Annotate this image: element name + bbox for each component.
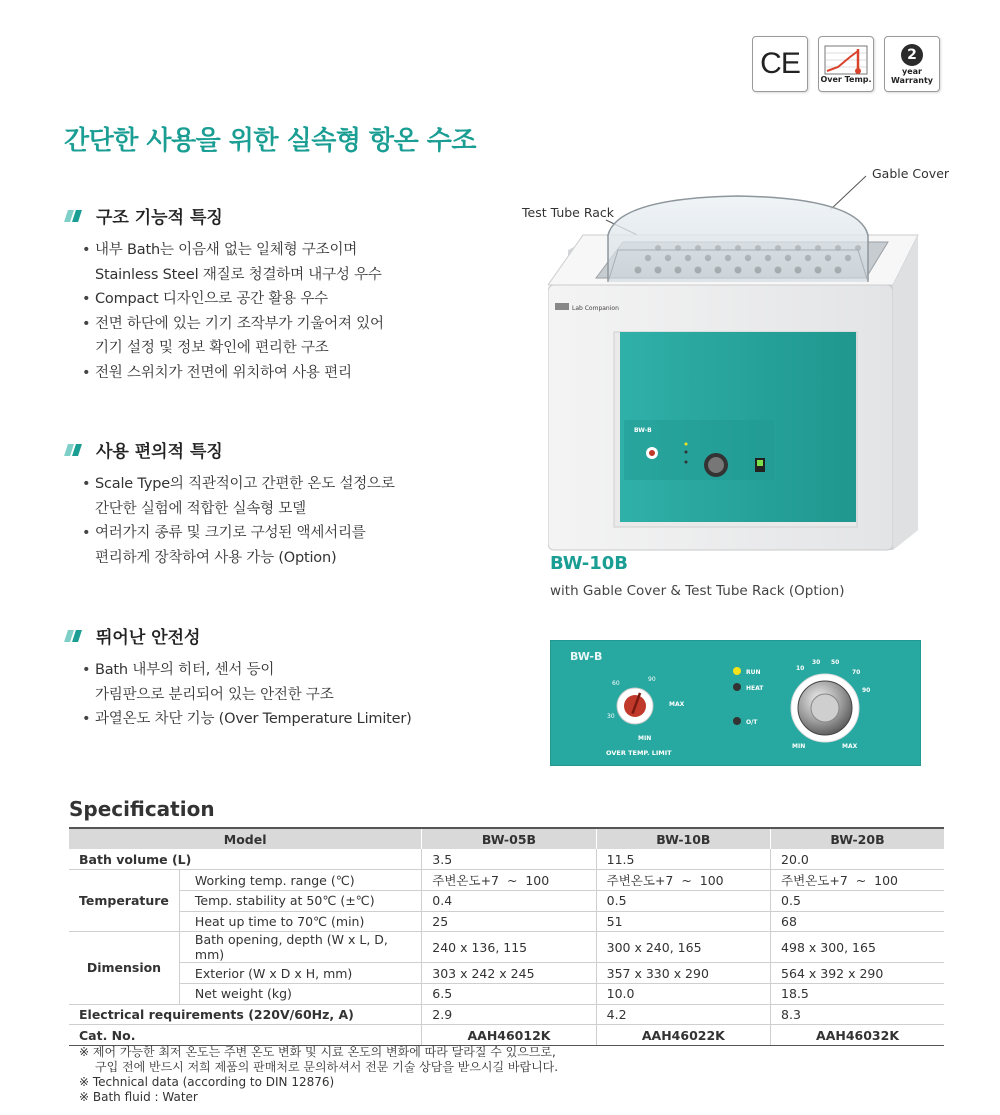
callout-gable-cover: Gable Cover — [872, 166, 950, 181]
warranty-year-label: year — [902, 66, 922, 76]
left-dial-tick: 60 — [612, 680, 620, 687]
table-cell: 68 — [771, 911, 944, 932]
table-cell: 18.5 — [771, 983, 944, 1004]
table-cell: 498 x 300, 165 — [771, 932, 944, 963]
table-row — [69, 963, 944, 984]
left-dial-min: MIN — [638, 735, 652, 742]
table-cell: 20.0 — [771, 849, 944, 870]
warranty-years: 2 — [901, 44, 923, 66]
list-item: Stainless Steel 재질로 청결하며 내구성 우수 — [95, 266, 382, 283]
table-row — [69, 932, 944, 963]
table-row — [69, 1025, 944, 1046]
table-header-row — [69, 828, 944, 849]
row-label: Bath opening, depth (W x L, D, mm) — [179, 932, 421, 963]
table-cell: 주변온도+7 ~ 100 — [596, 870, 770, 891]
panel-model-label: BW-B — [570, 650, 603, 663]
row-label: Working temp. range (℃) — [179, 870, 421, 891]
feature-list — [64, 658, 412, 732]
list-item: 기기 설정 및 정보 확인에 편리한 구조 — [95, 340, 329, 356]
callout-test-tube-rack: Test Tube Rack — [522, 205, 615, 220]
left-dial-max: MAX — [669, 701, 685, 708]
feature-heading-text: 뛰어난 안전성 — [96, 628, 201, 648]
table-cell: 주변온도+7 ~ 100 — [422, 870, 596, 891]
right-dial-min: MIN — [792, 743, 806, 750]
row-label: Temp. stability at 50℃ (±℃) — [179, 890, 421, 911]
table-cell: 10.0 — [596, 983, 770, 1004]
row-label: Exterior (W x D x H, mm) — [179, 963, 421, 984]
list-item: 간단한 실험에 적합한 실속형 모델 — [95, 500, 306, 517]
right-dial-tick: 90 — [862, 687, 871, 694]
list-item: • Scale Type의 직관적이고 간편한 온도 설정으로 — [82, 472, 395, 497]
table-cell: 주변온도+7 ~ 100 — [771, 870, 944, 891]
list-item: • Compact 디자인으로 공간 활용 우수 — [82, 287, 384, 312]
row-label: Heat up time to 70℃ (min) — [179, 911, 421, 932]
run-label: RUN — [746, 669, 761, 676]
left-dial-tick: 30 — [607, 713, 615, 720]
table-cell: 11.5 — [596, 849, 770, 870]
model-name: BW-10B — [550, 553, 629, 574]
brand-label: Lab Companion — [572, 305, 619, 312]
run-led — [733, 667, 741, 675]
footnote: ※ Bath fluid : Water — [79, 1090, 198, 1104]
right-dial-tick: 10 — [796, 665, 805, 672]
table-cell: 6.5 — [422, 983, 596, 1004]
over-temp-limit-label: OVER TEMP. LIMIT — [606, 749, 672, 757]
table-cell: 303 x 242 x 245 — [422, 963, 596, 984]
specification-table — [69, 827, 944, 1046]
table-cell: AAH46032K — [771, 1025, 944, 1046]
table-cell: 300 x 240, 165 — [596, 932, 770, 963]
control-panel-closeup — [550, 640, 921, 766]
table-cell: 0.5 — [596, 890, 770, 911]
table-row — [69, 1004, 944, 1025]
footnote: ※ 제어 가능한 최저 온도는 주변 온도 변화 및 시료 온도의 변화에 따라 달라질 수 있으므로, — [79, 1045, 556, 1059]
feature-heading-text: 구조 기능적 특징 — [96, 208, 223, 228]
table-cell: 240 x 136, 115 — [422, 932, 596, 963]
list-item: 가림판으로 분리되어 있는 안전한 구조 — [95, 686, 334, 703]
table-row — [69, 890, 944, 911]
list-item: 편리하게 장착하여 사용 가능 (Option) — [95, 549, 337, 566]
over-temp-label: Over Temp. — [820, 74, 872, 84]
table-cell: 2.9 — [422, 1004, 596, 1025]
row-label: Bath volume (L) — [69, 849, 422, 870]
table-row — [69, 911, 944, 932]
section-marker-icon — [64, 629, 84, 643]
column-header: Model — [69, 828, 422, 849]
feature-heading-text: 사용 편의적 특징 — [96, 442, 223, 462]
right-dial-tick: 30 — [812, 659, 821, 666]
list-item: • 전면 하단에 있는 기기 조작부가 기울어져 있어 — [82, 312, 384, 337]
front-model-label: BW-B — [634, 427, 652, 434]
table-cell: 4.2 — [596, 1004, 770, 1025]
row-label: Cat. No. — [69, 1025, 422, 1046]
table-cell: 51 — [596, 911, 770, 932]
heat-label: HEAT — [746, 685, 764, 692]
column-header: BW-05B — [422, 828, 596, 849]
heat-led — [733, 683, 741, 691]
table-cell: 3.5 — [422, 849, 596, 870]
list-item: • 전원 스위치가 전면에 위치하여 사용 편리 — [82, 361, 384, 386]
row-label: Net weight (kg) — [179, 983, 421, 1004]
right-dial-max: MAX — [842, 743, 858, 750]
table-cell: AAH46022K — [596, 1025, 770, 1046]
table-cell: 357 x 330 x 290 — [596, 963, 770, 984]
table-cell: 8.3 — [771, 1004, 944, 1025]
table-row — [69, 870, 944, 891]
column-header: BW-10B — [596, 828, 770, 849]
feature-heading — [64, 623, 412, 648]
list-item: • 내부 Bath는 이음새 없는 일체형 구조이며 — [82, 238, 384, 263]
right-dial-tick: 50 — [831, 659, 840, 666]
ot-label: O/T — [746, 719, 758, 726]
model-subtitle: with Gable Cover & Test Tube Rack (Option) — [550, 583, 845, 599]
table-cell: 25 — [422, 911, 596, 932]
left-dial-tick: 90 — [648, 676, 656, 683]
list-item: • 여러가지 종류 및 크기로 구성된 액세서리를 — [82, 521, 395, 546]
page-title: 간단한 사용을 위한 실속형 항온 수조 — [64, 126, 476, 156]
specification-title: Specification — [69, 797, 215, 821]
row-group-label: Dimension — [69, 932, 179, 1004]
list-item: • 과열온도 차단 기능 (Over Temperature Limiter) — [82, 707, 412, 732]
table-cell: 0.4 — [422, 890, 596, 911]
footnote: ※ Technical data (according to DIN 12876) — [79, 1075, 335, 1089]
list-item: • Bath 내부의 히터, 센서 등이 — [82, 658, 412, 683]
table-cell: AAH46012K — [422, 1025, 596, 1046]
feature-safety — [64, 623, 412, 732]
warranty-label: Warranty — [891, 75, 933, 85]
water-bath-illustration — [548, 190, 928, 555]
column-header: BW-20B — [771, 828, 944, 849]
table-row — [69, 849, 944, 870]
ce-mark-text: CE — [760, 47, 800, 80]
footnote: 구입 전에 반드시 저희 제품의 판매처로 문의하셔서 전문 기술 상담을 받으시길 바랍니다. — [95, 1060, 559, 1074]
row-group-label: Temperature — [69, 870, 179, 932]
table-cell: 0.5 — [771, 890, 944, 911]
ot-led — [733, 717, 741, 725]
row-label: Electrical requirements (220V/60Hz, A) — [69, 1004, 422, 1025]
footnotes — [79, 1045, 558, 1105]
table-cell: 564 x 392 x 290 — [771, 963, 944, 984]
right-dial-tick: 70 — [852, 669, 861, 676]
table-row — [69, 983, 944, 1004]
